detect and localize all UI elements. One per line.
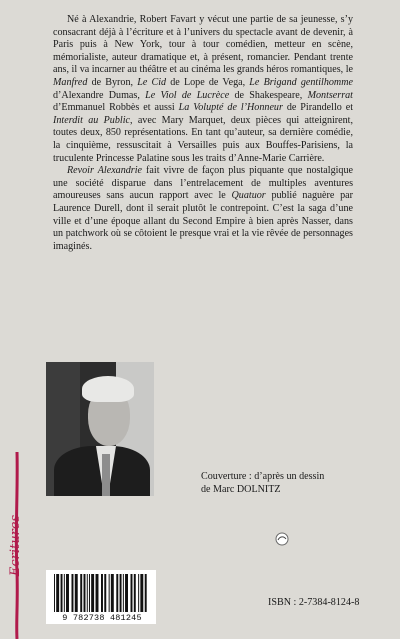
barcode-bar (140, 574, 143, 612)
photo-tie (102, 454, 110, 496)
blurb-p1-segment: de Byron, (87, 76, 138, 88)
barcode-digits: 9 782738 481245 (62, 613, 142, 623)
blurb-paragraph-1 (53, 14, 353, 165)
barcode-bar (80, 574, 82, 612)
blurb-text (53, 14, 353, 253)
isbn-label: ISBN : 2-7384-8124-8 (268, 597, 360, 608)
barcode-bar (134, 574, 136, 612)
author-photo (46, 362, 154, 496)
barcode-bar (145, 574, 147, 612)
barcode-bar (104, 574, 106, 612)
collection-label: Ecritures (8, 514, 24, 576)
barcode-bar (75, 574, 78, 612)
cover-credit-line-2: de Marc DOLNITZ (201, 483, 281, 495)
barcode-bar (109, 574, 110, 612)
barcode-bar (96, 574, 99, 612)
blurb-p1-segment: d’Emmanuel Robbès et aussi (53, 102, 179, 114)
barcode-bar (111, 574, 114, 612)
barcode-bar (71, 574, 73, 612)
blurb-p2-segment: Quatuor (231, 190, 266, 202)
blurb-p1-segment: Manfred (53, 76, 88, 88)
blurb-paragraph-2 (53, 165, 353, 253)
barcode-bar (116, 574, 118, 612)
publisher-logo-icon (275, 532, 289, 546)
blurb-p1-segment: de Pirandello et (282, 102, 354, 114)
barcode-bar (54, 574, 55, 612)
blurb-p2-segment: publié naguère par Laurence Durell, dont il serait plutôt le contrepoint. C’est la saga d’une ville et d’une époque allant du Second Empire à bien après Nasser, dans un patchwork où se côtoient le presque vrai et la vie rêvée de personnages imaginés. (53, 190, 353, 252)
cover-credit (201, 471, 361, 496)
barcode-bar (84, 574, 86, 612)
barcode (46, 570, 156, 624)
barcode-bar (64, 574, 65, 612)
barcode-bar (87, 574, 88, 612)
barcode-bar (89, 574, 90, 612)
barcode-bars (54, 574, 148, 612)
blurb-p2-segment: fait vivre de façon plus piquante que nostalgique une société disparue dans l’entrelacement de multiples aventures amoureuses sans aucun rapport avec le (53, 165, 354, 202)
blurb-p2-segment: Revoir Alexandrie (67, 165, 143, 177)
photo-hair (82, 376, 134, 402)
blurb-p1-segment: La Volupté de l’Honneur (178, 102, 283, 114)
blurb-p1-segment: Le Brigand gentilhomme (249, 76, 353, 88)
blurb-p1-segment: Le Viol de Lucrèce (145, 89, 230, 101)
blurb-p1-segment: , avec Mary Marquet, deux pièces qui atteignirent, toutes deux, 850 représentations. En tant qu’auteur, sa dernière comédie, la cinquième, ressuscitait à Versailles puis aux Bouffes-Parisiens, la truculente Princesse Palatine sous les traits d’Anne-Marie Carrière. (53, 114, 354, 164)
barcode-bar (131, 574, 133, 612)
cover-credit-line-1: Couverture : d’après un dessin (201, 471, 325, 482)
blurb-p1-segment: Le Cid (137, 76, 167, 88)
blurb-p1-segment: Montserrat (307, 89, 353, 101)
barcode-bar (101, 574, 103, 612)
barcode-bar (66, 574, 69, 612)
barcode-bar (56, 574, 59, 612)
isbn (268, 597, 359, 608)
barcode-bar (123, 574, 124, 612)
barcode-bar (138, 574, 139, 612)
blurb-p1-segment: Né à Alexandrie, Robert Favart y vécut une partie de sa jeunesse, s’y consacrant déjà à l’écriture et à l’univers du spectacle avant de devenir, à Paris puis à New York, tour à tour comédien, metteur en scène, mémorialiste, auteur dramatique et, à présent, romancier. Pendant trente ans, il va incarner au théâtre et au cinéma les grands héros romantiques, le (53, 14, 353, 76)
blurb-p1-segment: de Shakespeare, (229, 89, 308, 101)
blurb-p1-segment: Interdit au Public (53, 114, 130, 126)
barcode-bar (120, 574, 122, 612)
blurb-p1-segment: de Lope de Vega, (166, 76, 250, 88)
barcode-bar (91, 574, 94, 612)
barcode-bar (61, 574, 63, 612)
barcode-bar (125, 574, 128, 612)
blurb-p1-segment: d’Alexandre Dumas, (53, 89, 146, 101)
